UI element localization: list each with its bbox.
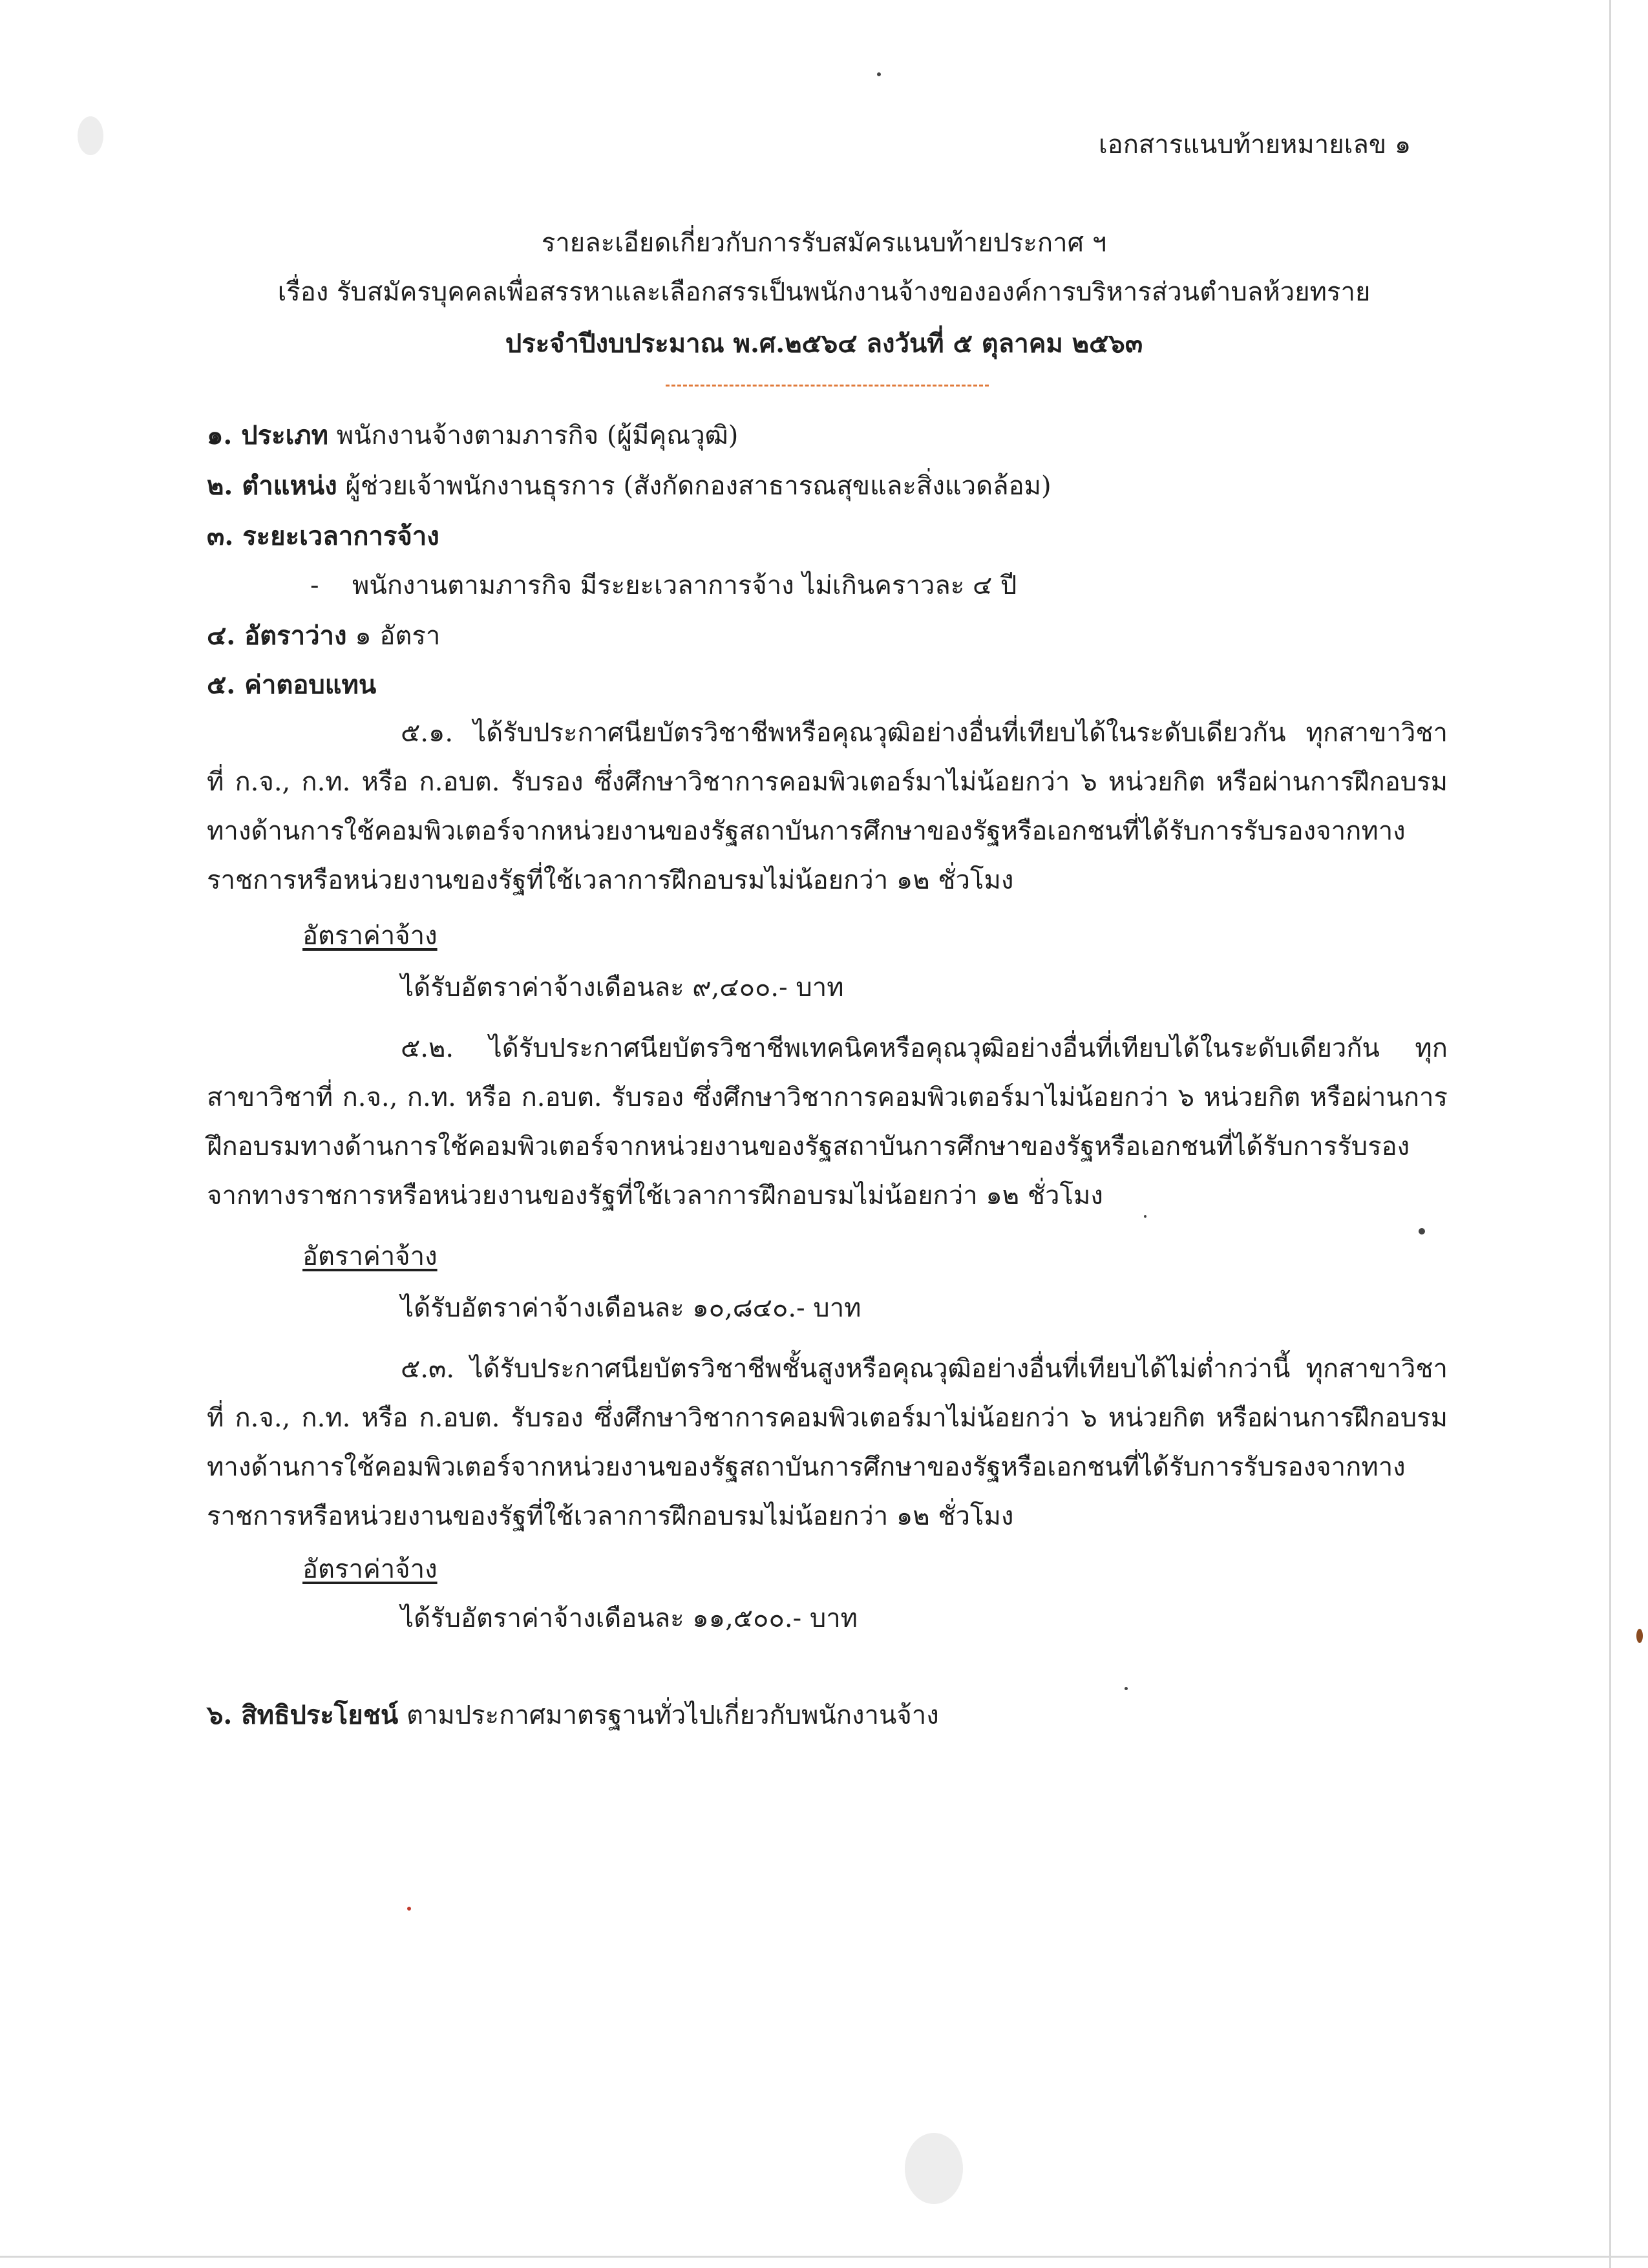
- sub-item-5-3-rate-label: อัตราค่าจ้าง: [302, 1554, 438, 1584]
- sub-item-5-3-rate-value: ได้รับอัตราค่าจ้างเดือนละ ๑๑,๕๐๐.- บาท: [401, 1604, 858, 1633]
- heading-line-1: รายละเอียดเกี่ยวกับการรับสมัครแนบท้ายประกาศ ฯ: [541, 228, 1107, 258]
- item-2-label: ๒. ตำแหน่ง: [207, 471, 337, 501]
- item-5-label: ๕. ค่าตอบแทน: [207, 670, 377, 700]
- sub-item-5-1-rate-value: ได้รับอัตราค่าจ้างเดือนละ ๙,๔๐๐.- บาท: [401, 973, 844, 1002]
- item-3-label: ๓. ระยะเวลาการจ้าง: [207, 521, 439, 551]
- item-4-value: ๑ อัตรา: [355, 621, 441, 651]
- scan-speck: [1125, 1687, 1128, 1690]
- item-6: [207, 1700, 939, 1731]
- item-1-value: พนักงานจ้างตามภารกิจ (ผู้มีคุณวุฒิ): [336, 421, 739, 450]
- heading-divider: [666, 385, 989, 387]
- item-3-detail: พนักงานตามภารกิจ มีระยะเวลาการจ้าง ไม่เกินคราวละ ๔ ปี: [352, 571, 1017, 600]
- sub-item-5-1: ๕.๑. ได้รับประกาศนียบัตรวิชาชีพหรือคุณวุฒิอย่างอื่นที่เทียบได้ในระดับเดียวกัน ทุกสาขาวิชา ที่ ก.จ., ก.ท. หรือ ก.อบต. รับรอง ซึ่งศึกษาวิชาการคอมพิวเตอร์มาไม่น้อยกว่า ๖ หน่วยกิต หรือผ่านการฝึกอบรมทางด้านการใช้คอมพิวเตอร์จากหน่วยงานของรัฐสถาบันการศึกษาของรัฐหรือเอกชนที่ได้รับการรับรองจากทางราชการหรือหน่วยงานของรัฐที่ใช้เวลาการฝึกอบรมไม่น้อยกว่า ๑๒ ชั่วโมง: [207, 718, 1448, 895]
- sub-item-5-1-rate-label: อัตราค่าจ้าง: [302, 921, 438, 951]
- item-2: [207, 471, 1051, 502]
- scan-smudge: [905, 2133, 963, 2204]
- item-1: [207, 420, 738, 451]
- item-2-value: ผู้ช่วยเจ้าพนักงานธุรการ (สังกัดกองสาธารณสุขและสิ่งแวดล้อม): [345, 471, 1051, 501]
- heading-line-2: เรื่อง รับสมัครบุคคลเพื่อสรรหาและเลือกสรรเป็นพนักงานจ้างขององค์การบริหารส่วนตำบลห้วยทราย: [277, 277, 1371, 307]
- scan-speck: [877, 72, 881, 76]
- item-6-value: ตามประกาศมาตรฐานทั่วไปเกี่ยวกับพนักงานจ้าง: [406, 1701, 939, 1730]
- sub-item-5-2-rate-value: ได้รับอัตราค่าจ้างเดือนละ ๑๐,๘๔๐.- บาท: [401, 1293, 861, 1323]
- scan-edge-bottom: [0, 2256, 1648, 2258]
- heading-line-3: ประจำปีงบประมาณ พ.ศ.๒๕๖๔ ลงวันที่ ๕ ตุลาคม ๒๕๖๓: [505, 328, 1143, 359]
- scan-speck: [1419, 1228, 1425, 1235]
- item-4: [207, 620, 440, 652]
- item-3-bullet: -: [310, 571, 319, 600]
- sub-item-5-2-rate-label: อัตราค่าจ้าง: [302, 1242, 438, 1271]
- scan-speck: [407, 1907, 411, 1911]
- sub-item-5-3: ๕.๓. ได้รับประกาศนียบัตรวิชาชีพชั้นสูงหรือคุณวุฒิอย่างอื่นที่เทียบได้ไม่ต่ำกว่านี้ ทุกสาขาวิชา ที่ ก.จ., ก.ท. หรือ ก.อบต. รับรอง ซึ่งศึกษาวิชาการคอมพิวเตอร์มาไม่น้อยกว่า ๖ หน่วยกิต หรือผ่านการฝึกอบรมทางด้านการใช้คอมพิวเตอร์จากหน่วยงานของรัฐสถาบันการศึกษาของรัฐหรือเอกชนที่ได้รับการรับรองจากทางราชการหรือหน่วยงานของรัฐที่ใช้เวลาการฝึกอบรมไม่น้อยกว่า ๑๒ ชั่วโมง: [207, 1354, 1448, 1531]
- scan-smudge: [78, 116, 103, 155]
- item-4-label: ๔. อัตราว่าง: [207, 620, 347, 651]
- sub-item-5-2: ๕.๒. ได้รับประกาศนียบัตรวิชาชีพเทคนิคหรือคุณวุฒิอย่างอื่นที่เทียบได้ในระดับเดียวกัน ทุกสาขาวิชาที่ ก.จ., ก.ท. หรือ ก.อบต. รับรอง ซึ่งศึกษาวิชาการคอมพิวเตอร์มาไม่น้อยกว่า ๖ หน่วยกิต หรือผ่านการฝึกอบรมทางด้านการใช้คอมพิวเตอร์จากหน่วยงานของรัฐสถาบันการศึกษาของรัฐหรือเอกชนที่ได้รับการรับรองจากทางราชการหรือหน่วยงานของรัฐที่ใช้เวลาการฝึกอบรมไม่น้อยกว่า ๑๒ ชั่วโมง: [207, 1033, 1448, 1211]
- item-6-label: ๖. สิทธิประโยชน์: [207, 1700, 399, 1730]
- attachment-label: เอกสารแนบท้ายหมายเลข ๑: [1099, 130, 1411, 160]
- scan-speck: [1636, 1629, 1643, 1643]
- item-1-label: ๑. ประเภท: [207, 420, 329, 450]
